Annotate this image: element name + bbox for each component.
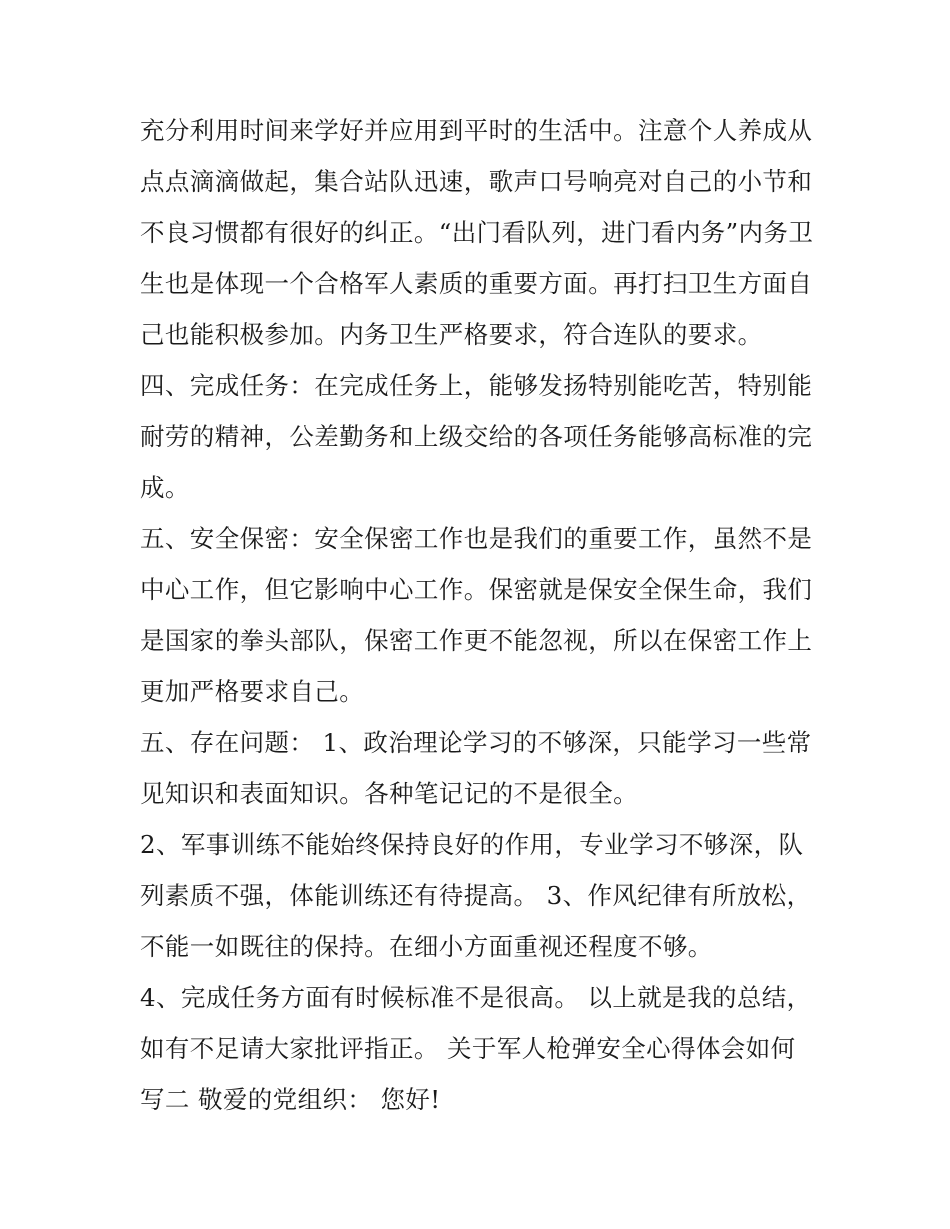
document-body (140, 105, 820, 1125)
paragraph-daily-conduct: 充分利用时间来学好并应用到平时的生活中。注意个人养成从点点滴滴做起，集合站队迅速，歌声口号响亮对自己的小节和不良习惯都有很好的纠正。“出门看队列，进门看内务”内务卫生也是体现一个合格军人素质的重要方面。再打扫卫生方面自己也能积极参加。内务卫生严格要求，符合连队的要求。 (140, 116, 814, 349)
paragraph-conclusion: 4、完成任务方面有时候标准不是很高。 以上就是我的总结，如有不足请大家批评指正。 关于军人枪弹安全心得体会如何写二 敬爱的党组织： 您好! (140, 983, 812, 1114)
paragraph-security-confidentiality: 五、安全保密：安全保密工作也是我们的重要工作，虽然不是中心工作，但它影响中心工作。保密就是保安全保生命，我们是国家的拳头部队，保密工作更不能忽视，所以在保密工作上更加严格要求自己。 (140, 524, 813, 706)
paragraph-military-training: 2、军事训练不能始终保持良好的作用，专业学习不够深，队列素质不强，体能训练还有待提高。 3、作风纪律有所放松，不能一如既往的保持。在细小方面重视还程度不够。 (140, 830, 812, 961)
paragraph-existing-problems: 五、存在问题： 1、政治理论学习的不够深，只能学习一些常见知识和表面知识。各种笔记记的不是很全。 (140, 728, 812, 808)
paragraph-task-completion: 四、完成任务：在完成任务上，能够发扬特别能吃苦，特别能耐劳的精神，公差勤务和上级交给的各项任务能够高标准的完成。 (140, 371, 813, 502)
